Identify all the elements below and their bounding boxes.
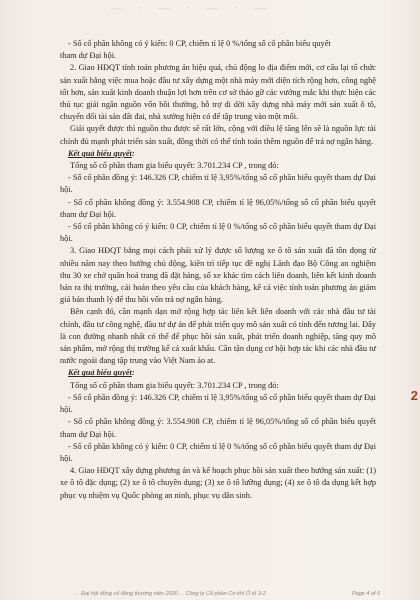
voting-agree-1: - Số cổ phần đồng ý: 146.326 CP, chiếm tỉ lệ 3,95%/tổng số cổ phần biểu quyết tham dự Đại hội. <box>60 173 376 195</box>
footer-page-number: Page 4 of 6 <box>352 591 381 597</box>
voting-agree-2: - Số cổ phần đồng ý: 146.326 CP, chiếm tỉ lệ 3,95%/tổng số cổ phần biểu quyết tham dự Đại hội. <box>60 392 376 415</box>
voting-total-2: Tổng số cổ phần tham gia biểu quyết: 3.701.234 CP , trong đó: <box>70 380 279 390</box>
paragraph-item-3: 3. Giao HĐQT bằng mọi cách phải xử lý được số lượng xe ô tô sản xuất đã tồn đọng từ nhiều năm nay theo hướng chủ động, kiên trì tiếp tục đề nghị Lãnh đạo Bộ Công an nghiệm thu 30 xe chở quân hoá trang đã đặt hàng, số xe khác tìm cách liên doanh, liên kết kinh doanh bán ra thị trường, cải hoán theo yêu cầu của khách hàng, kế cả việc tính toán phương án giảm giá bán thanh lý để thu hồi vốn trả nợ ngân hàng. <box>60 246 376 305</box>
voting-result-heading-1: Kết quả biểu quyết: <box>68 148 135 158</box>
paragraph-item-4: 4. Giao HĐQT xây dựng phương án và kế hoạch phục hồi sản xuất theo hướng sản xuất: (1) xe ô tô đặc dụng; (2) xe ô tô chuyên dụng; (3) xe ô tô lưỡng dụng; (4) xe ô tô đa dụng kết hợp phục vụ nhiệm vụ Quốc phòng an ninh, phục vụ dân sinh. <box>60 466 376 500</box>
voting-no-opinion-2: - Số cổ phần không có ý kiến: 0 CP, chiếm tỉ lệ 0 %/tổng số cổ phần biểu quyết tham dự Đại hội. <box>60 441 376 463</box>
voting-disagree-1: - Số cổ phần không đồng ý: 3.554.908 CP, chiếm tỉ lệ 96,05%/tổng số cổ phần biểu quyết tham dự Đại hội. <box>60 197 376 219</box>
voting-total-1: Tổng số cổ phần tham gia biểu quyết: 3.701.234 CP , trong đó: <box>70 161 279 171</box>
voting-no-opinion-1: - Số cổ phần không có ý kiến: 0 CP, chiếm tỉ lệ 0 %/tổng số cổ phần biểu quyết tham dự Đại hội. <box>60 222 376 244</box>
paragraph-cooperation: Bên cạnh đó, cần mạnh dạn mở rộng hợp tác liên kết liên doanh với các nhà đầu tư tài chính, đầu tư công nghệ, đầu tư dự án để phát triển quy mô sản xuất có tính đến tương lai. Đây là con đường nhanh nhất có thể để phục hồi sản xuất, phát triển doanh nghiệp, tăng quy mô sản phẩm, mở rộng thị trường kể cả xuất khẩu. Cần tận dụng cơ hội hợp tác khi các nhà đầu tư nước ngoài đang tập trung vào Việt Nam ảo at. <box>60 307 376 366</box>
voting-result-heading-1-text: Kết quả biểu quyết <box>68 148 132 158</box>
faint-header-text: — · — · — · — <box>110 0 273 14</box>
paragraph-resolution: Giải quyết được thì nguồn thu được sẽ rất lớn, cộng với điều lệ tăng lên sẽ là nguồn lực tài chính đủ mạnh phát triển sản xuất, đồng thời có thể tính toán thêm nguồn để trả nợ ngân hàng. <box>60 124 376 146</box>
margin-page-mark: 2 <box>410 388 418 403</box>
paragraph-item-2: 2. Giao HĐQT tính toán phương án hiệu quả, chủ động lo địa điểm mới, cơ cấu lại tổ chức sản xuất bằng việc mua hoặc đầu tư xây dựng một nhà máy mới diện tích rộng hơn, công nghệ tốt hơn, sản xuất kinh doanh thuận lợi hơn trên cơ sở tháo gỡ các vướng mắc khi thực hiện các thủ tục giải ngân nguồn vốn bồi thường, hỗ trợ di dời xây dựng nhà máy mới sản xuất ô tô, chuyển đổi tài sản đất đai, nhà xưởng hiện có để tập trung vào một mối. <box>60 63 376 122</box>
voting-result-heading-2: Kết quả biểu quyết: <box>68 368 135 378</box>
line-no-opinion-top: - Số cổ phần không có ý kiến: 0 CP, chiếm tỉ lệ 0 %/tổng số cổ phần biểu quyết <box>68 39 331 48</box>
footer-document-title: ... Đại hội đồng cổ đông thường niên 2020 ... Công ty Cổ phần Cơ khí Ô tô 3-2 <box>75 591 266 597</box>
page-footer <box>0 591 420 600</box>
document-body <box>60 38 376 502</box>
voting-disagree-2: - Số cổ phần không đồng ý: 3.554.908 CP, chiếm tỉ lệ 96,05%/tổng số cổ phần biểu quyết tham dự Đại hội. <box>60 417 376 439</box>
line-attend: tham dự Đại hội. <box>60 51 117 61</box>
voting-result-heading-2-text: Kết quả biểu quyết <box>68 368 132 378</box>
